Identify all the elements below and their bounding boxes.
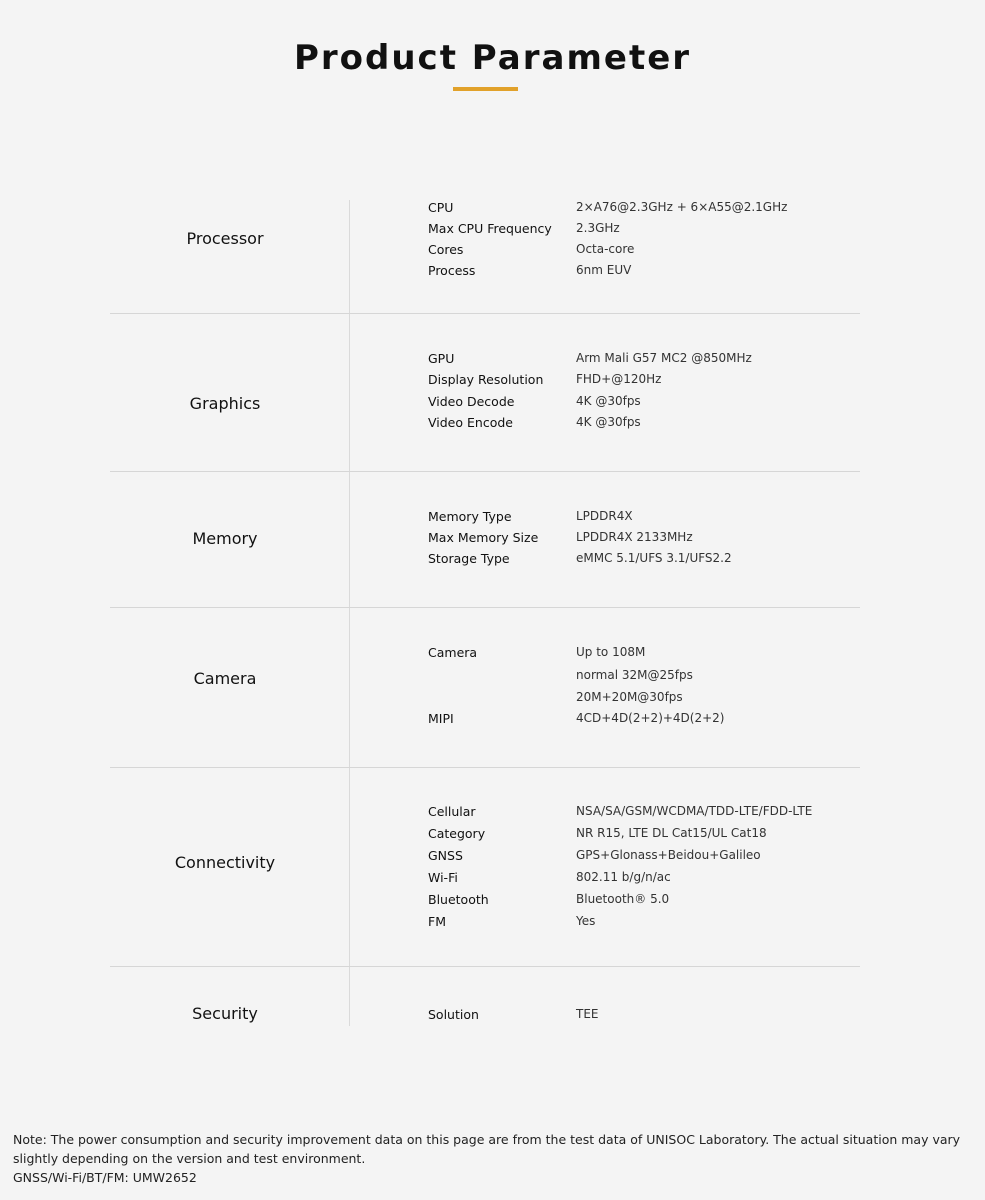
spec-row: [428, 826, 858, 846]
category-label: Processor: [186, 229, 264, 248]
spec-value: GPS+Glonass+Beidou+Galileo: [576, 848, 761, 862]
spec-value: FHD+@120Hz: [576, 372, 662, 386]
spec-label: Memory Type: [428, 509, 512, 524]
spec-label: Video Encode: [428, 415, 513, 430]
spec-value: 4K @30fps: [576, 394, 641, 408]
page-title: Product Parameter: [293, 38, 692, 78]
spec-value-continuation: normal 32M@25fps: [576, 668, 693, 682]
spec-row: [428, 242, 858, 262]
spec-label: Display Resolution: [428, 372, 544, 387]
column-divider: [349, 314, 350, 472]
spec-row: [428, 1007, 858, 1027]
spec-value: Arm Mali G57 MC2 @850MHz: [576, 351, 752, 365]
spec-row: [428, 892, 858, 912]
spec-row: [428, 509, 858, 529]
section-security: [110, 967, 860, 1026]
spec-value: LPDDR4X 2133MHz: [576, 530, 693, 544]
spec-label: Max CPU Frequency: [428, 221, 552, 236]
footnote: [13, 1130, 963, 1187]
column-divider: [349, 200, 350, 314]
spec-value: eMMC 5.1/UFS 3.1/UFS2.2: [576, 551, 732, 565]
spec-label: Category: [428, 826, 486, 841]
section-connectivity: [110, 768, 860, 967]
section-processor: [110, 200, 860, 314]
spec-label: GNSS: [428, 848, 463, 863]
spec-label: Video Decode: [428, 394, 515, 409]
spec-label: Process: [428, 263, 476, 278]
spec-label: Cellular: [428, 804, 476, 819]
spec-label: Storage Type: [428, 551, 510, 566]
spec-value: 4CD+4D(2+2)+4D(2+2): [576, 711, 725, 725]
spec-value: 6nm EUV: [576, 263, 632, 277]
spec-row: [428, 711, 858, 731]
section-graphics: [110, 314, 860, 472]
title-underline: [453, 87, 518, 91]
footnote-note: Note: The power consumption and security improvement data on this page are from the test data of UNISOC Laboratory. The actual situation may vary slightly depending on the version and test environment.: [13, 1132, 961, 1166]
column-divider: [349, 967, 350, 1026]
spec-row: [428, 221, 858, 241]
spec-row: [428, 351, 858, 371]
column-divider: [349, 768, 350, 967]
spec-value: TEE: [576, 1007, 599, 1021]
spec-label: Max Memory Size: [428, 530, 539, 545]
spec-row: [428, 415, 858, 435]
spec-row: [428, 914, 858, 934]
spec-value: Octa-core: [576, 242, 635, 256]
spec-row: [428, 263, 858, 283]
spec-row: [428, 804, 858, 824]
spec-label: Bluetooth: [428, 892, 489, 907]
spec-value: 4K @30fps: [576, 415, 641, 429]
spec-value: 802.11 b/g/n/ac: [576, 870, 671, 884]
spec-label: Cores: [428, 242, 464, 257]
spec-row: [428, 645, 858, 665]
category-label: Graphics: [189, 394, 261, 413]
spec-row: [428, 372, 858, 392]
spec-row: [428, 551, 858, 571]
spec-label: FM: [428, 914, 446, 929]
section-camera: [110, 608, 860, 768]
spec-label: CPU: [428, 200, 454, 215]
spec-value: Up to 108M: [576, 645, 646, 659]
spec-value: NSA/SA/GSM/WCDMA/TDD-LTE/FDD-LTE: [576, 804, 813, 818]
spec-value-continuation: 20M+20M@30fps: [576, 690, 683, 704]
footnote-module: GNSS/Wi-Fi/BT/FM: UMW2652: [13, 1170, 197, 1185]
spec-value: Bluetooth® 5.0: [576, 892, 670, 906]
section-memory: [110, 472, 860, 608]
spec-value: 2.3GHz: [576, 221, 620, 235]
spec-value: LPDDR4X: [576, 509, 633, 523]
spec-row: [428, 394, 858, 414]
spec-row: [428, 200, 858, 220]
spec-label: Wi-Fi: [428, 870, 458, 885]
spec-label: MIPI: [428, 711, 454, 726]
category-label: Security: [192, 1004, 258, 1023]
spec-row: [428, 848, 858, 868]
spec-value: NR R15, LTE DL Cat15/UL Cat18: [576, 826, 767, 840]
category-label: Connectivity: [174, 853, 276, 872]
category-label: Camera: [193, 669, 257, 688]
column-divider: [349, 472, 350, 608]
spec-row: [428, 530, 858, 550]
spec-label: GPU: [428, 351, 455, 366]
spec-label: Camera: [428, 645, 478, 660]
spec-row: [428, 870, 858, 890]
spec-value: Yes: [576, 914, 596, 928]
spec-value: 2×A76@2.3GHz + 6×A55@2.1GHz: [576, 200, 788, 214]
category-label: Memory: [192, 529, 258, 548]
column-divider: [349, 608, 350, 768]
spec-label: Solution: [428, 1007, 479, 1022]
